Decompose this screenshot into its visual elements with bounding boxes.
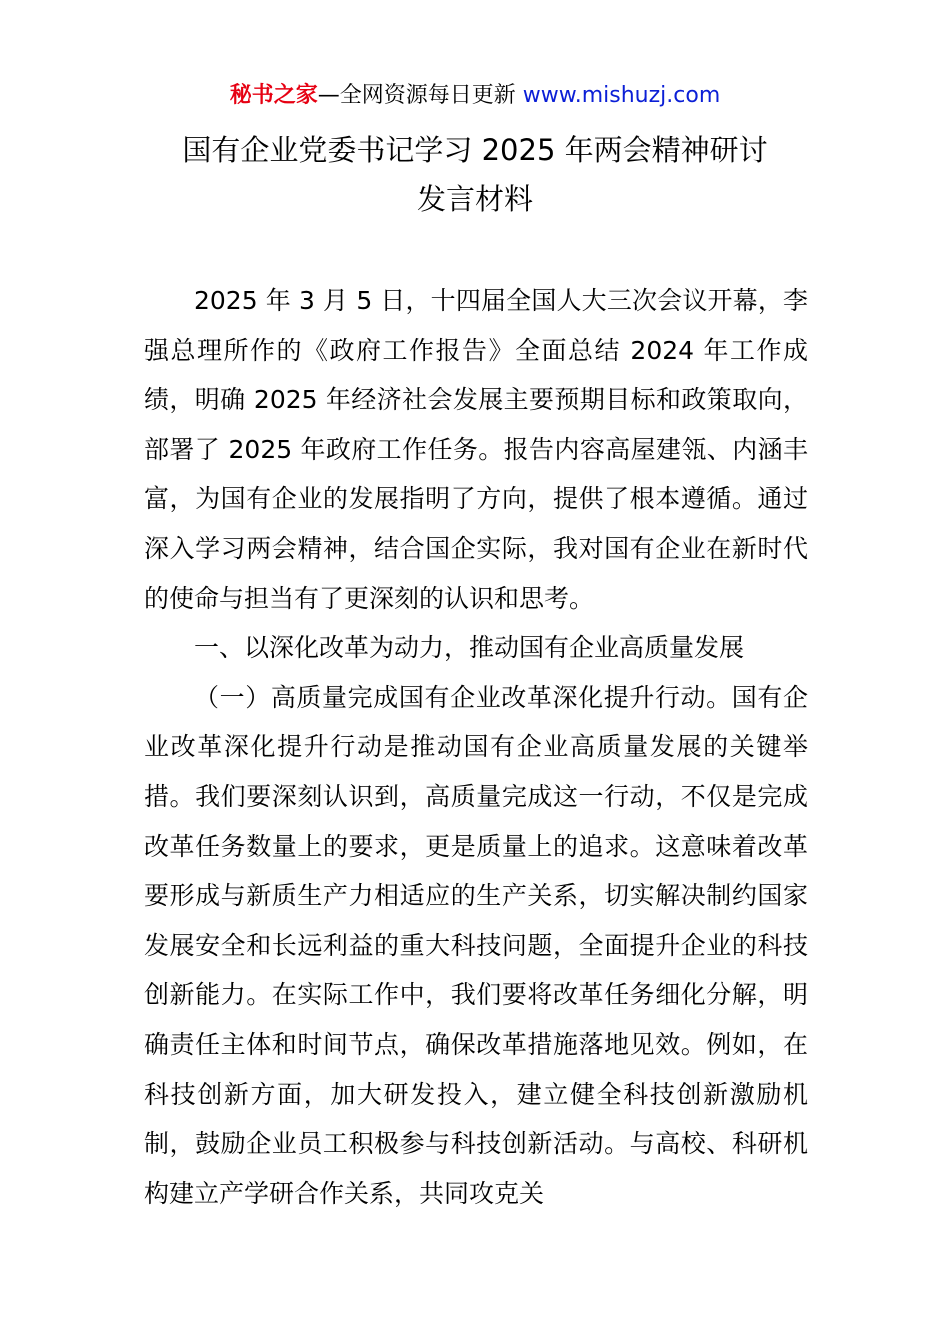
brand-name: 秘书之家 <box>229 83 318 108</box>
document-title <box>100 126 850 224</box>
banner-slogan: —全网资源每日更新 <box>317 83 523 108</box>
title-line-2: 发言材料 <box>416 182 533 216</box>
section-heading: 一、以深化改革为动力，推动国有企业高质量发展 <box>194 633 745 663</box>
site-banner <box>0 80 950 112</box>
website-link[interactable]: www.mishuzj.com <box>522 83 721 108</box>
subsection-paragraph: （一）高质量完成国有企业改革深化提升行动。国有企业改革深化提升行动是推动国有企业高质量发展的关键举措。我们要深刻认识到，高质量完成这一行动，不仅是完成改革任务数量上的要求，更是质量上的追求。这意味着改革要形成与新质生产力相适应的生产关系，切实解决制约国家发展安全和长远利益的重大科技问题，全面提升企业的科技创新能力。在实际工作中，我们要将改革任务细化分解，明确责任主体和时间节点，确保改革措施落地见效。例如，在科技创新方面，加大研发投入，建立健全科技创新激励机制，鼓励企业员工积极参与科技创新活动。与高校、科研机构建立产学研合作关系，共同攻克关 <box>144 682 808 1208</box>
title-line-1: 国有企业党委书记学习 2025 年两会精神研讨 <box>182 133 768 167</box>
intro-paragraph: 2025 年 3 月 5 日，十四届全国人大三次会议开幕，李强总理所作的《政府工作报告》全面总结 2024 年工作成绩，明确 2025 年经济社会发展主要预期目标和政策取向，部署了 2025 年政府工作任务。报告内容高屋建瓴、内涵丰富，为国有企业的发展指明了方向，提供了根本遵循。通过深入学习两会精神，结合国企实际，我对国有企业在新时代的使命与担当有了更深刻的认识和思考。 <box>144 286 808 613</box>
document-body <box>144 276 808 1218</box>
